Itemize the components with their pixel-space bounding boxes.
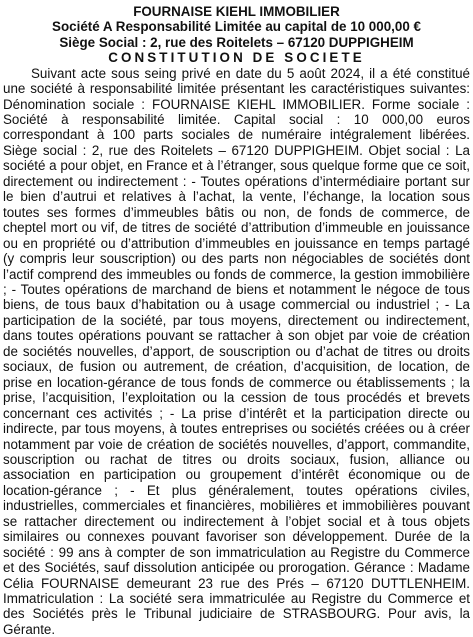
company-name: FOURNAISE KIEHL IMMOBILIER bbox=[133, 4, 340, 19]
notice-body: Suivant acte sous seing privé en date du 5 août 2024, il a été constitué une société à responsabilité limitée présentant les caractéristiques suivantes: Dénomination sociale : FOURNAISE KIEHL IMMOBILIER. Forme sociale : Société à responsabilité limitée. Capital social : 10 000,00 euros correspondant à 100 parts sociales de numéraire intégralement libérées. Siège social : 2, rue des Roitelets – 67120 DUPPIGHEIM. Objet social : La société a pour objet, en France et à l’étranger, sous quelque forme que ce soit, directement ou indirectement : - Toutes opérations d’intermédiaire portant sur le bien d’autrui et relatives à l’achat, la vente, l’échange, la location sous toutes ses formes d’immeubles bâtis ou non, de fonds de commerce, de cheptel mort ou vif, de titres de société d’attribution d’immeuble en jouissance ou en propriété ou d’attribution d’immeubles en jouissance en temps partagé (y compris leur souscription) ou des parts non négociables de sociétés dont l’actif comprend des immeubles ou fonds de commerce, la gestion immobilière ; - Toutes opérations de marchand de biens et notamment le négoce de tous biens, de tous baux d’habitation ou à usage commercial ou industriel ; - La participation de la société, par tous moyens, directement ou indirectement, dans toutes opérations pouvant se rattacher à son objet par voie de création de sociétés nouvelles, d’apport, de souscription ou d’achat de titres ou droits sociaux, de fusion ou autrement, de création, d’acquisition, de location, de prise en location-gérance de tous fonds de commerce ou établissements ; la prise, l’acquisition, l’exploitation ou la cession de tous procédés et brevets concernant ces activités ; - La prise d’intérêt et la participation directe ou indirecte, par tous moyens, à toutes entreprises ou sociétés créées ou à créer notamment par voie de création de sociétés nouvelles, d’apport, commandite, souscription ou rachat de titres ou droits sociaux, fusion, alliance ou association en participation ou groupement d’intérêt économique ou de location-gérance ; - Et plus généralement, toutes opérations civiles, industrielles, commerciales et financières, mobilières et immobilières pouvant se rattacher directement ou indirectement à l’objet social et à tous objets similaires ou connexes pouvant favoriser son développement. Durée de la société : 99 ans à compter de son immatriculation au Registre du Commerce et des Sociétés, sauf dissolution anticipée ou prorogation. Gérance : Madame Célia FOURNAISE demeurant 23 rue des Prés – 67120 DUTTLENHEIM. Immatriculation : La société sera immatriculée au Registre du Commerce et des Sociétés près le Tribunal judiciaire de STRASBOURG. Pour avis, la Gérante. bbox=[3, 65, 470, 637]
registered-office-line: Siège Social : 2, rue des Roitelets – 67120 DUPPIGHEIM bbox=[59, 34, 414, 50]
section-title: CONSTITUTION DE SOCIETE bbox=[108, 50, 365, 66]
legal-form-line: Société A Responsabilité Limitée au capital de 10 000,00 € bbox=[52, 19, 421, 35]
